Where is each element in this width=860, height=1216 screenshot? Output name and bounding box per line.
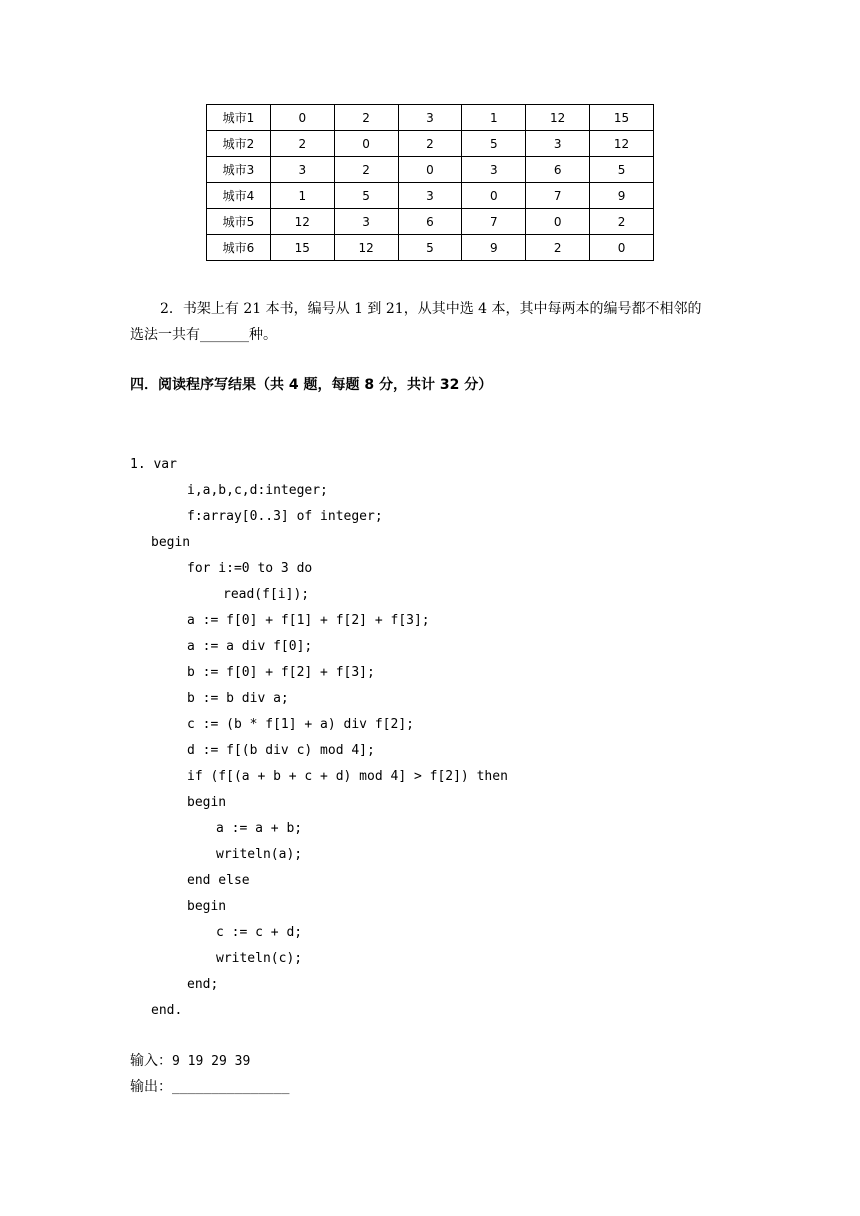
table-cell: 3	[526, 131, 590, 157]
code-line: a := f[0] + f[1] + f[2] + f[3];	[187, 613, 430, 628]
code-line: b := f[0] + f[2] + f[3];	[187, 665, 375, 680]
code-line: begin	[151, 535, 191, 550]
table-row	[207, 157, 654, 183]
output-label: 输出：	[130, 1079, 172, 1095]
code-line: end else	[187, 873, 250, 888]
question-2-line-1	[130, 296, 740, 322]
code-line: writeln(c);	[216, 951, 303, 966]
input-label: 输入：	[130, 1053, 172, 1069]
code-line: begin	[187, 899, 227, 914]
row-label: 城市2	[207, 131, 271, 157]
section-title: 四．阅读程序写结果（共 4 题，每题 8 分，共计 32 分）	[130, 377, 493, 393]
table-cell: 5	[462, 131, 526, 157]
row-label: 城市1	[207, 105, 271, 131]
table-cell: 6	[526, 157, 590, 183]
table-cell: 0	[270, 105, 334, 131]
row-label: 城市4	[207, 183, 271, 209]
table-cell: 2	[334, 105, 398, 131]
city-distance-table	[206, 104, 654, 261]
table-cell: 15	[590, 105, 654, 131]
table-cell: 12	[270, 209, 334, 235]
output-blank: _______________	[172, 1080, 290, 1095]
code-line: begin	[187, 795, 227, 810]
code-line: read(f[i]);	[223, 587, 310, 602]
table-row	[207, 235, 654, 261]
table-cell: 5	[590, 157, 654, 183]
table-cell: 9	[590, 183, 654, 209]
table-cell: 1	[270, 183, 334, 209]
code-line: f:array[0..3] of integer;	[187, 509, 383, 524]
table-cell: 9	[462, 235, 526, 261]
question-2-line-2: 选法一共有_______种。	[130, 327, 277, 343]
table-cell: 7	[462, 209, 526, 235]
code-line: i,a,b,c,d:integer;	[187, 483, 328, 498]
code-listing	[130, 452, 508, 1024]
question-2-text: 2．书架上有 21 本书，编号从 1 到 21，从其中选 4 本，其中每两本的编号都不相邻的	[160, 301, 702, 317]
code-line: c := (b * f[1] + a) div f[2];	[187, 717, 414, 732]
code-line: end.	[151, 1003, 183, 1018]
table-cell: 12	[590, 131, 654, 157]
table-cell: 0	[590, 235, 654, 261]
row-label: 城市3	[207, 157, 271, 183]
code-line: d := f[(b div c) mod 4];	[187, 743, 375, 758]
table-cell: 2	[526, 235, 590, 261]
table-cell: 3	[334, 209, 398, 235]
input-value: 9 19 29 39	[172, 1054, 251, 1069]
table-row	[207, 183, 654, 209]
row-label: 城市6	[207, 235, 271, 261]
code-line: for i:=0 to 3 do	[187, 561, 313, 576]
table-cell: 3	[398, 105, 462, 131]
table-cell: 12	[526, 105, 590, 131]
code-line: 1. var	[130, 457, 177, 472]
table-cell: 1	[462, 105, 526, 131]
table-cell: 0	[398, 157, 462, 183]
code-line: if (f[(a + b + c + d) mod 4] > f[2]) then	[187, 769, 508, 784]
table-cell: 15	[270, 235, 334, 261]
code-line: end;	[187, 977, 219, 992]
table-cell: 0	[526, 209, 590, 235]
table-cell: 2	[590, 209, 654, 235]
table-cell: 0	[334, 131, 398, 157]
table-cell: 3	[398, 183, 462, 209]
table-cell: 6	[398, 209, 462, 235]
code-line: b := b div a;	[187, 691, 289, 706]
code-line: a := a + b;	[216, 821, 303, 836]
code-line: writeln(a);	[216, 847, 303, 862]
table-cell: 5	[334, 183, 398, 209]
table-row	[207, 105, 654, 131]
table-cell: 0	[462, 183, 526, 209]
code-line: a := a div f[0];	[187, 639, 313, 654]
table-cell: 7	[526, 183, 590, 209]
table-row	[207, 131, 654, 157]
io-block	[130, 1048, 289, 1100]
code-line: c := c + d;	[216, 925, 303, 940]
table-cell: 2	[270, 131, 334, 157]
table-cell: 5	[398, 235, 462, 261]
table-cell: 3	[462, 157, 526, 183]
row-label: 城市5	[207, 209, 271, 235]
output-line	[130, 1074, 289, 1100]
question-2	[130, 296, 740, 348]
table-cell: 12	[334, 235, 398, 261]
table-cell: 2	[334, 157, 398, 183]
table-cell: 3	[270, 157, 334, 183]
table-row	[207, 209, 654, 235]
table-cell: 2	[398, 131, 462, 157]
input-line	[130, 1048, 289, 1074]
